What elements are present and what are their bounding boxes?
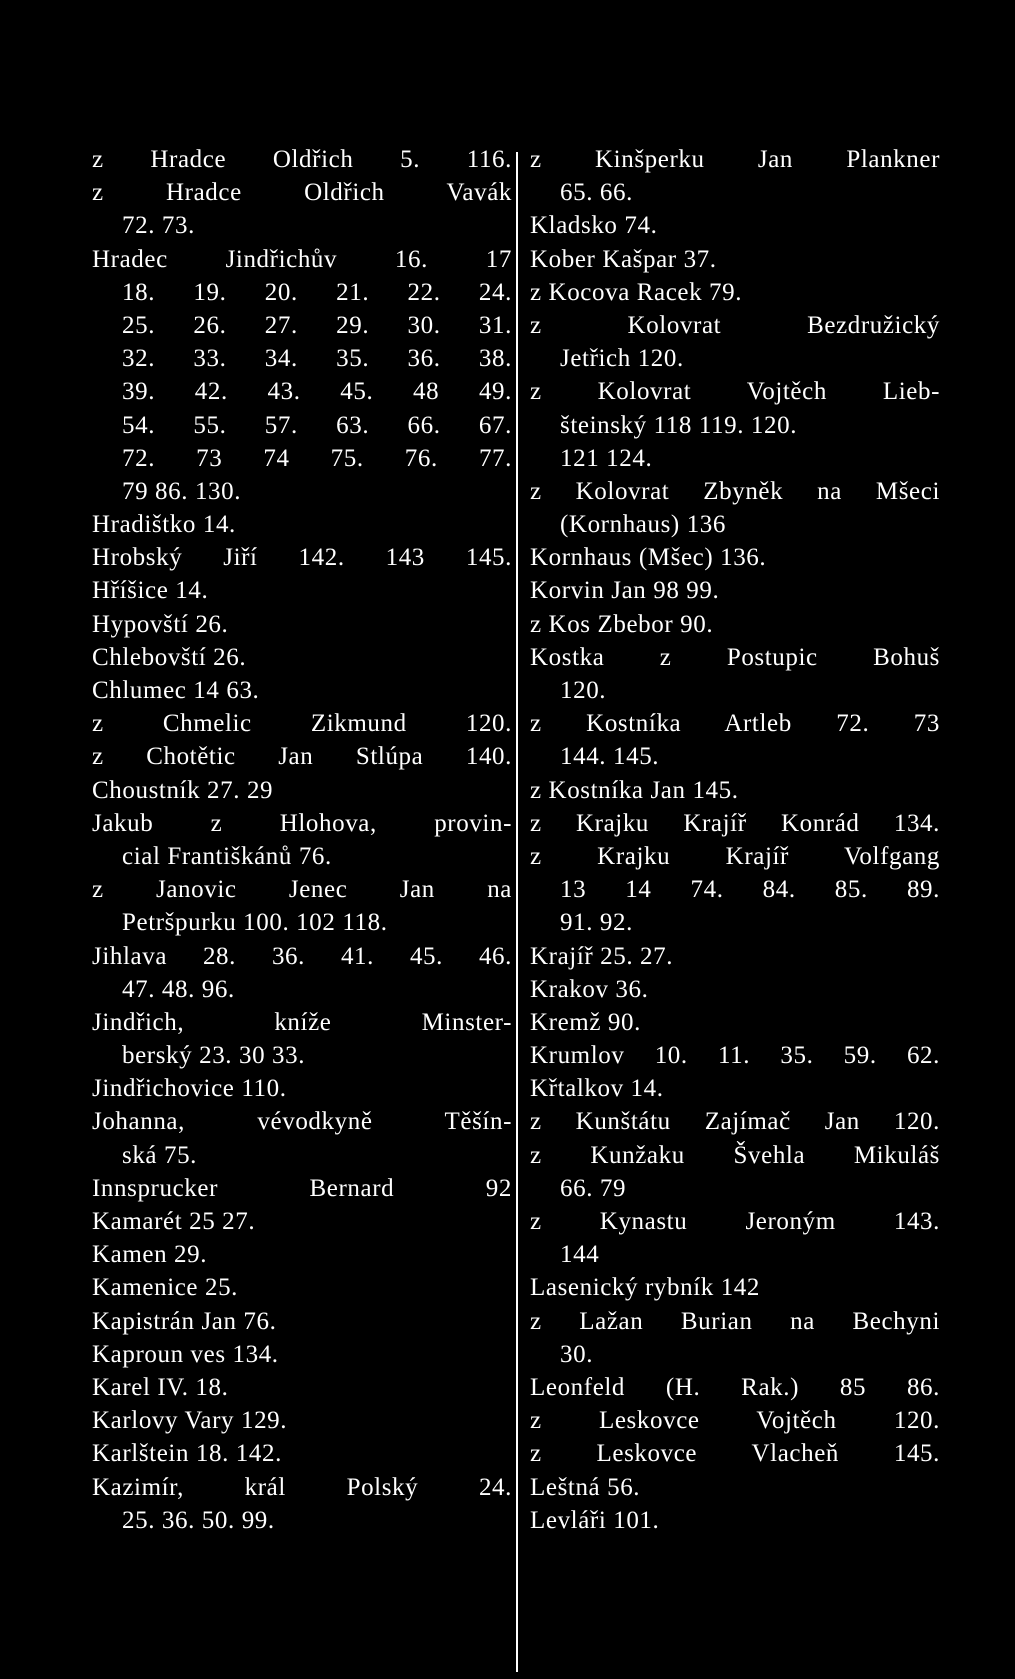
- index-line: z Kolovrat Zbyněk na Mšeci: [530, 477, 940, 505]
- index-line: Jakub z Hlohova, provin-: [92, 809, 512, 837]
- index-line: (Kornhaus) 136: [560, 511, 727, 539]
- index-line: z Lažan Burian na Bechyni: [530, 1307, 940, 1335]
- index-line: Hříšice 14.: [92, 577, 209, 605]
- index-line: Kober Kašpar 37.: [530, 245, 717, 273]
- index-line: Krakov 36.: [530, 975, 649, 1003]
- index-line: z Krajku Krajíř Volfgang: [530, 842, 940, 870]
- column-divider: [516, 152, 518, 1672]
- index-line: Hradištko 14.: [92, 511, 236, 539]
- index-line: 144. 145.: [560, 743, 660, 771]
- index-line: z Hradce Oldřich Vavák: [92, 179, 512, 207]
- index-line: z Kostníka Jan 145.: [530, 776, 739, 804]
- index-column-right: [530, 143, 940, 1537]
- index-line: 72. 73.: [122, 212, 195, 240]
- index-line: 18. 19. 20. 21. 22. 24.: [122, 278, 512, 306]
- index-line: Karlštein 18. 142.: [92, 1440, 282, 1468]
- index-line: Kaproun ves 134.: [92, 1340, 279, 1368]
- index-line: Křtalkov 14.: [530, 1075, 664, 1103]
- index-line: z Kocova Racek 79.: [530, 278, 743, 306]
- index-line: 65. 66.: [560, 179, 633, 207]
- index-line: Kapistrán Jan 76.: [92, 1307, 277, 1335]
- index-line: Jindřich, kníže Minster-: [92, 1008, 512, 1036]
- index-line: z Kunžaku Švehla Mikuláš: [530, 1141, 940, 1169]
- index-line: Hypovští 26.: [92, 610, 229, 638]
- index-line: Kamarét 25 27.: [92, 1208, 256, 1235]
- index-line: Kladsko 74.: [530, 212, 658, 240]
- index-line: z Kos Zbebor 90.: [530, 610, 714, 638]
- index-line: 30.: [560, 1340, 594, 1368]
- index-line: z Leskovce Vlacheň 145.: [530, 1440, 940, 1468]
- index-line: 47. 48. 96.: [122, 975, 235, 1003]
- index-line: Karel IV. 18.: [92, 1373, 229, 1401]
- index-line: 120.: [560, 677, 607, 704]
- index-line: z Leskovce Vojtěch 120.: [530, 1407, 940, 1435]
- index-line: Jihlava 28. 36. 41. 45. 46.: [92, 942, 512, 970]
- index-line: Kremž 90.: [530, 1008, 641, 1036]
- index-line: Levláři 101.: [530, 1506, 660, 1534]
- index-line: Krajíř 25. 27.: [530, 942, 674, 970]
- index-line: Petršpurku 100. 102 118.: [122, 909, 388, 937]
- index-line: z Chotětic Jan Stlúpa 140.: [92, 743, 512, 771]
- index-line: Kazimír, král Polský 24.: [92, 1473, 512, 1501]
- index-line: z Krajku Krajíř Konrád 134.: [530, 809, 940, 837]
- index-line: z Kinšperku Jan Plankner: [530, 146, 940, 173]
- index-column-left: [92, 143, 512, 1537]
- index-line: 54. 55. 57. 63. 66. 67.: [122, 411, 512, 439]
- index-line: Karlovy Vary 129.: [92, 1407, 288, 1435]
- index-line: Kornhaus (Mšec) 136.: [530, 544, 767, 572]
- index-line: Jindřichovice 110.: [92, 1075, 287, 1103]
- index-line: Chlebovští 26.: [92, 643, 247, 671]
- index-line: Choustník 27. 29: [92, 776, 274, 804]
- index-line: 32. 33. 34. 35. 36. 38.: [122, 345, 512, 373]
- index-line: z Chmelic Zikmund 120.: [92, 710, 512, 738]
- index-line: cial Františkánů 76.: [122, 842, 332, 870]
- index-line: Lasenický rybník 142: [530, 1274, 761, 1302]
- index-line: berský 23. 30 33.: [122, 1042, 306, 1070]
- index-line: z Kolovrat Bezdružický: [530, 311, 940, 339]
- index-line: 72. 73 74 75. 76. 77.: [122, 444, 512, 472]
- index-line: Leštná 56.: [530, 1473, 641, 1501]
- index-line: Hrobský Jiří 142. 143 145.: [92, 544, 512, 572]
- index-line: z Janovic Jenec Jan na: [92, 876, 512, 904]
- index-line: 144: [560, 1241, 600, 1269]
- index-line: Chlumec 14 63.: [92, 677, 260, 704]
- index-line: z Kunštátu Zajímač Jan 120.: [530, 1108, 940, 1136]
- index-line: 25. 26. 27. 29. 30. 31.: [122, 311, 512, 339]
- index-line: 13 14 74. 84. 85. 89.: [560, 876, 940, 904]
- index-line: 25. 36. 50. 99.: [122, 1506, 275, 1534]
- index-line: z Kostníka Artleb 72. 73: [530, 710, 940, 738]
- index-line: Innsprucker Bernard 92: [92, 1174, 512, 1202]
- index-line: Krumlov 10. 11. 35. 59. 62.: [530, 1042, 940, 1070]
- index-line: 121 124.: [560, 444, 653, 472]
- index-line: z Hradce Oldřich 5. 116.: [92, 146, 512, 173]
- index-line: Kamen 29.: [92, 1241, 208, 1269]
- index-line: Leonfeld (H. Rak.) 85 86.: [530, 1373, 940, 1401]
- index-line: 91. 92.: [560, 909, 633, 937]
- index-line: z Kynastu Jeroným 143.: [530, 1208, 940, 1235]
- index-line: 39. 42. 43. 45. 48 49.: [122, 378, 512, 406]
- index-line: z Kolovrat Vojtěch Lieb-: [530, 378, 940, 406]
- index-line: 79 86. 130.: [122, 477, 242, 505]
- index-line: šteinský 118 119. 120.: [560, 411, 798, 439]
- index-line: Johanna, vévodkyně Těšín-: [92, 1108, 512, 1136]
- index-line: Hradec Jindřichův 16. 17: [92, 245, 512, 273]
- index-line: ská 75.: [122, 1141, 198, 1169]
- index-line: 66. 79: [560, 1174, 627, 1202]
- index-line: Kamenice 25.: [92, 1274, 239, 1302]
- index-line: Kostka z Postupic Bohuš: [530, 643, 940, 671]
- index-line: Korvin Jan 98 99.: [530, 577, 720, 605]
- index-line: Jetřich 120.: [560, 345, 684, 373]
